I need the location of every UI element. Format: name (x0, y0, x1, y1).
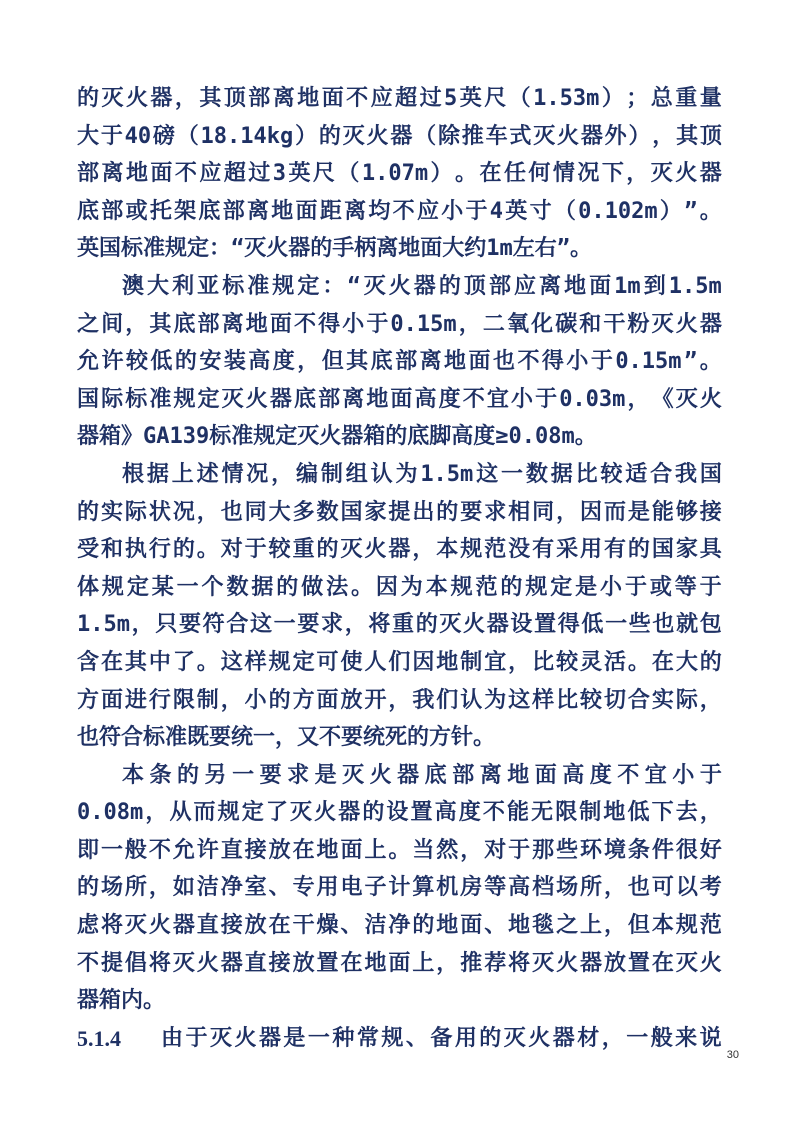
text-line: 允 许 较 低 的 安 装 高 度 ， 但 其 底 部 离 地 面 也 不 得 小 于 0.15m ” 。 (77, 349, 722, 375)
text-line: 的 实 际 状 况 ， 也 同 大 多 数 国 家 提 出 的 要 求 相 同 ， 因 而 是 能 够 接 (77, 499, 722, 525)
section-text: 由 于 灭 火 器 是 一 种 常 规 、 备 用 的 灭 火 器 材 ， 一 般 来 说 (161, 1025, 722, 1051)
text-line: 国 际 标 准 规 定 灭 火 器 底 部 离 地 面 高 度 不 宜 小 于 0.03m ， 《 灭 火 (77, 386, 722, 412)
text-line: 含 在 其 中 了 。 这 样 规 定 可 使 人 们 因 地 制 宜 ， 比 较 灵 活 。 在 大 的 (77, 649, 722, 675)
text-line: 的 场 所 ， 如 洁 净 室 、 专 用 电 子 计 算 机 房 等 高 档 场 所 ， 也 可 以 考 (77, 875, 722, 901)
body-text (77, 80, 722, 1057)
text-line: 器箱》GA139标准规定灭火器箱的底脚高度≥0.08m。 (77, 424, 597, 450)
text-line: 底 部 或 托 架 底 部 离 地 面 距 离 均 不 应 小 于 4 英 寸 （ 0.102m ） ” 。 (77, 198, 722, 224)
text-line: 也符合标准既要统一，又不要统死的方针。 (77, 725, 496, 751)
text-line: 受 和 执 行 的 。 对 于 较 重 的 灭 火 器 ， 本 规 范 没 有 采 用 有 的 国 家 具 (77, 537, 722, 563)
text-line: 虑 将 灭 火 器 直 接 放 在 干 燥 、 洁 净 的 地 面 、 地 毯 之 上 ， 但 本 规 范 (77, 913, 722, 939)
text-line: 的 灭 火 器 ， 其 顶 部 离 地 面 不 应 超 过 5 英 尺 （ 1.53m ） ； 总 重 量 (77, 86, 722, 111)
text-line: 0.08m ， 从 而 规 定 了 灭 火 器 的 设 置 高 度 不 能 无 限 制 地 低 下 去 ， (77, 800, 722, 826)
text-line: 之 间 ， 其 底 部 离 地 面 不 得 小 于 0.15m ， 二 氧 化 碳 和 干 粉 灭 火 器 (77, 311, 722, 337)
text-line: 英国标准规定：“灭火器的手柄离地面大约1m左右”。 (77, 236, 592, 262)
text-line: 本 条 的 另 一 要 求 是 灭 火 器 底 部 离 地 面 高 度 不 宜 小 于 (122, 762, 722, 788)
section-line (77, 1020, 722, 1058)
text-line: 不 提 倡 将 灭 火 器 直 接 放 置 在 地 面 上 ， 推 荐 将 灭 火 器 放 置 在 灭 火 (77, 950, 722, 976)
text-line: 方 面 进 行 限 制 ， 小 的 方 面 放 开 ， 我 们 认 为 这 样 比 较 切 合 实 际 ， (77, 687, 722, 713)
page-number: 30 (726, 1049, 739, 1061)
text-line: 器箱内。 (77, 988, 166, 1014)
text-line: 大 于 40 磅 （ 18.14kg ） 的 灭 火 器 （ 除 推 车 式 灭 火 器 外 ） ， 其 顶 (77, 123, 722, 149)
text-line: 澳 大 利 亚 标 准 规 定 ： “ 灭 火 器 的 顶 部 应 离 地 面 1m 到 1.5m (122, 273, 722, 299)
text-line: 部 离 地 面 不 应 超 过 3 英 尺 （ 1.07m ） 。 在 任 何 情 况 下 ， 灭 火 器 (77, 161, 722, 187)
text-line: 1.5m ， 只 要 符 合 这 一 要 求 ， 将 重 的 灭 火 器 设 置 得 低 一 些 也 就 包 (77, 612, 722, 638)
text-line: 根 据 上 述 情 况 ， 编 制 组 认 为 1.5m 这 一 数 据 比 较 适 合 我 国 (122, 461, 722, 487)
text-line: 体 规 定 某 一 个 数 据 的 做 法 。 因 为 本 规 范 的 规 定 是 小 于 或 等 于 (77, 574, 722, 600)
text-line: 即 一 般 不 允 许 直 接 放 在 地 面 上 。 当 然 ， 对 于 那 些 环 境 条 件 很 好 (77, 837, 722, 863)
section-number: 5.1.4 (77, 1025, 121, 1051)
